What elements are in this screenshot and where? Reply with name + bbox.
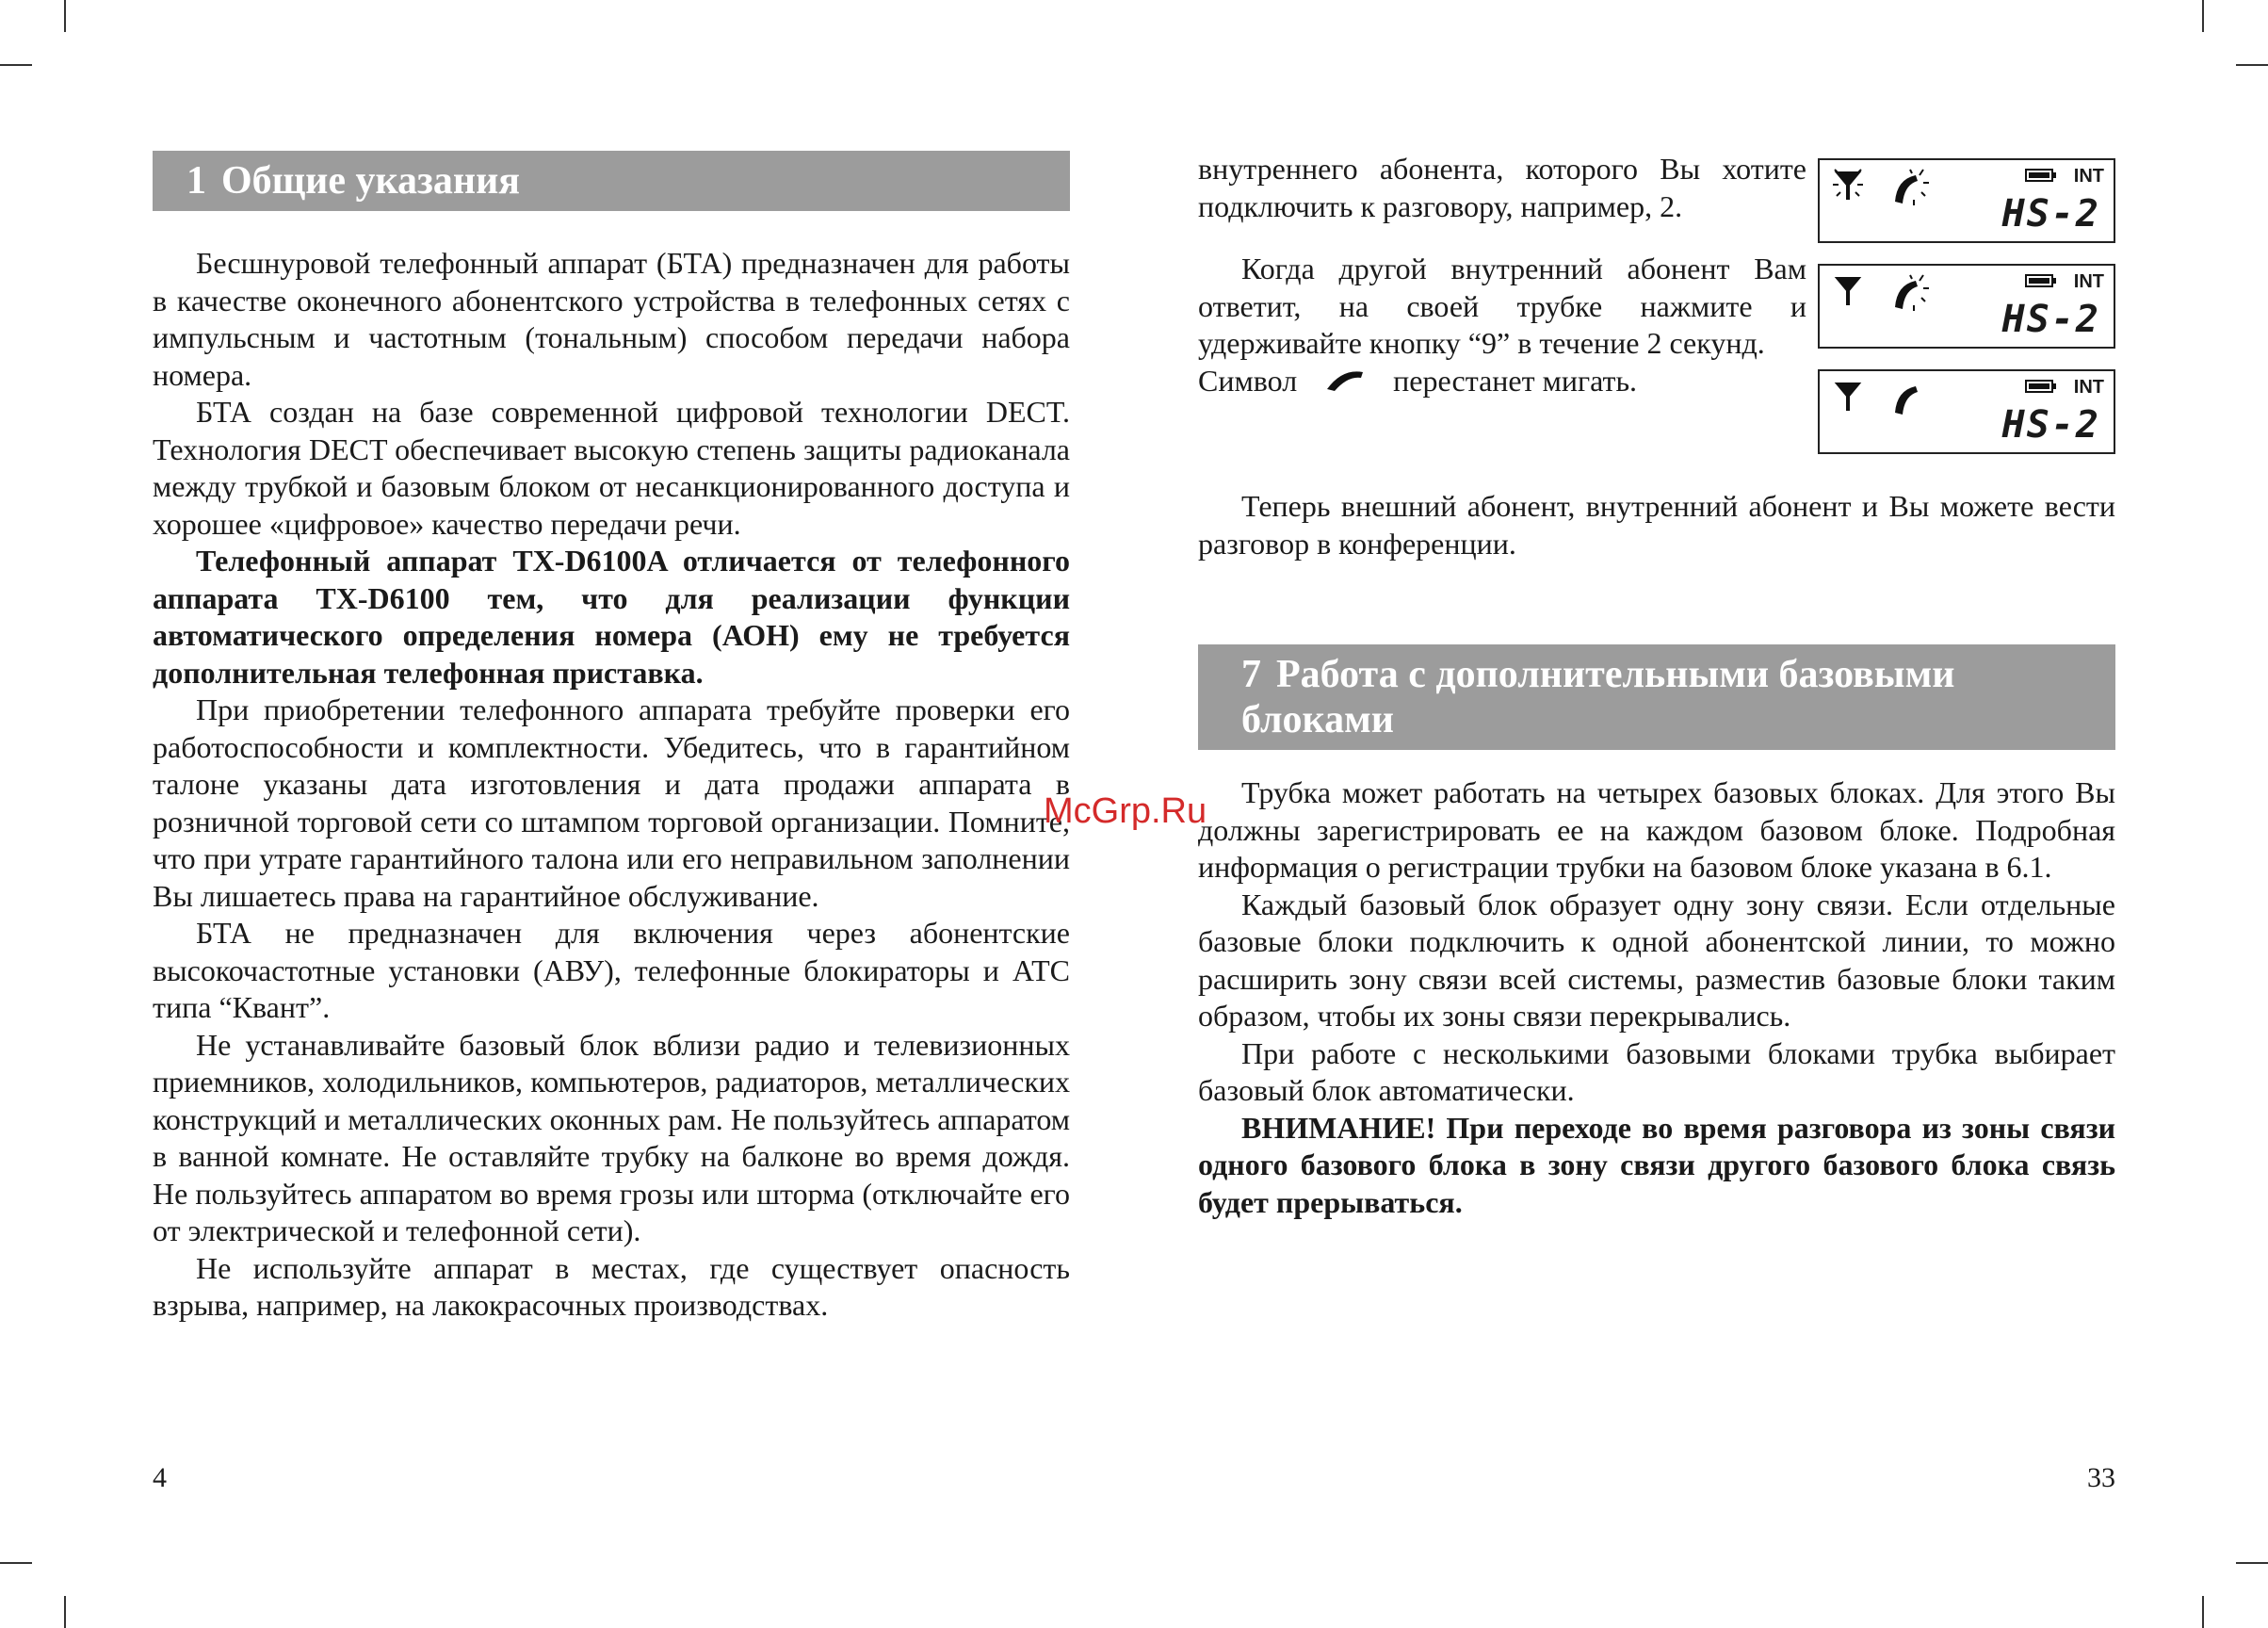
handset-label: HS-2 xyxy=(2001,403,2100,447)
section-title: Общие указания xyxy=(221,159,521,203)
paragraph: Трубка может работать на четырех базовых блоках. Для этого Вы должны зарегистрировать ее на каждом базовом блоке. Подробная информация о регистрации трубки на базовом блоке указана в 6.1. xyxy=(1198,775,2115,884)
int-label: INT xyxy=(2073,166,2104,187)
section-number: 1 xyxy=(186,159,206,203)
battery-icon xyxy=(2025,273,2057,288)
crop-mark xyxy=(2236,64,2268,66)
int-label: INT xyxy=(2073,377,2104,398)
right-body xyxy=(1198,774,2115,1221)
crop-mark xyxy=(0,1562,32,1564)
battery-icon xyxy=(2025,379,2057,394)
page-number-left: 4 xyxy=(153,1462,167,1493)
paragraph-bold: Телефонный аппарат TX-D6100A отличается от телефонного аппарата TX-D6100 тем, что для реализации функции автоматического определения номера (АОН) ему не требуется дополнительная телефонная приставка. xyxy=(153,544,1070,690)
int-label: INT xyxy=(2073,271,2104,292)
section-number: 7 xyxy=(1241,653,1261,696)
page-number-right: 33 xyxy=(2087,1462,2115,1493)
paragraph: Каждый базовый блок образует одну зону связи. Если отдельные базовые блоки подключить к одной абонентской линии, то можно расширить зону связи всей системы, разместив базовые блоки таким образом, чтобы их зоны связи перекрывались. xyxy=(1198,887,2115,1033)
antenna-icon xyxy=(1831,273,1878,311)
section-title: Работа с дополнительными базовыми блоками xyxy=(1241,653,1955,741)
paragraph: Не устанавливайте базовый блок вблизи радио и телевизионных приемников, холодильников, компьютеров, радиаторов, металлических конструкций и металлических оконных рам. Не пользуйтесь аппаратом в ванной комнате. Не оставляйте трубку на балконе во время дождя. Не пользуйтесь аппаратом во время грозы или шторма (отключайте его от электрической и телефонной сети). xyxy=(153,1027,1070,1247)
paragraph: При приобретении телефонного аппарата требуйте проверки его работоспособности и комплектности. Убедитесь, что в гарантийном талоне указаны дата изготовления и дата продажи аппарата в розничной торговой сети со штампом торговой организации. Помните, что при утрате гарантийного талона или его неправильном заполнении Вы лишаетесь права на гарантийное обслуживание. xyxy=(153,692,1070,913)
warning-paragraph: ВНИМАНИЕ! При переходе во время разговора из зоны связи одного базового блока в зону связи другого базового блока связь будет прерываться. xyxy=(1198,1110,2115,1219)
crop-mark xyxy=(2202,0,2204,32)
handset-label: HS-2 xyxy=(2001,192,2100,236)
paragraph: Бесшнуровой телефонный аппарат (БТА) предназначен для работы в качестве оконечного абонентского устройства в телефонных сетях с импульсным и частотным (тональным) способом передачи набора номера. xyxy=(153,246,1070,392)
handset-icon xyxy=(1882,379,1938,420)
paragraph: БТА создан на базе современной цифровой технологии DECT. Технология DECT обеспечивает высокую степень защиты радиоканала между трубкой и базовым блоком от несанкционированного доступа и хорошее «цифровое» качество передачи речи. xyxy=(153,395,1070,541)
handset-blinking-icon xyxy=(1882,273,1938,315)
left-page xyxy=(153,151,1070,1325)
lcd-display-3 xyxy=(1818,369,2115,454)
phone-icon xyxy=(1323,365,1367,402)
antenna-blinking-icon xyxy=(1831,168,1878,205)
intro-text-block xyxy=(1198,151,1806,225)
crop-mark xyxy=(64,1596,66,1628)
paragraph: Когда другой внутренний абонент Вам ответит, на своей трубке нажмите и удерживайте кнопку “9” в течение 2 секунд. xyxy=(1198,252,1806,360)
paragraph: внутреннего абонента, которого Вы хотите подключить к разговору, например, 2. xyxy=(1198,152,1806,223)
crop-mark xyxy=(2202,1596,2204,1628)
handset-blinking-icon xyxy=(1882,168,1938,209)
crop-mark xyxy=(64,0,66,32)
symbol-prefix: Символ xyxy=(1198,363,1298,398)
paragraph: Не используйте аппарат в местах, где существует опасность взрыва, например, на лакокрасочных производствах. xyxy=(153,1250,1070,1322)
section-7 xyxy=(1198,644,2115,1221)
conference-text-block xyxy=(1198,488,2115,562)
paragraph: При работе с несколькими базовыми блоками трубка выбирает базовый блок автоматически. xyxy=(1198,1035,2115,1107)
symbol-suffix: перестанет мигать. xyxy=(1393,363,1638,398)
crop-mark xyxy=(0,64,32,66)
battery-icon xyxy=(2025,168,2057,183)
section-7-heading xyxy=(1198,644,2115,750)
paragraph: БТА не предназначен для включения через абонентские высокочастотные установки (АВУ), телефонные блокираторы и АТС типа “Квант”. xyxy=(153,916,1070,1024)
watermark: McGrp.Ru xyxy=(1044,791,1207,831)
left-body xyxy=(153,245,1070,1325)
section-1-heading xyxy=(153,151,1070,211)
lcd-display-2 xyxy=(1818,264,2115,349)
paragraph: Теперь внешний абонент, внутренний абонент и Вы можете вести разговор в конференции. xyxy=(1198,489,2115,561)
answer-text-block xyxy=(1198,251,1806,402)
lcd-display-1 xyxy=(1818,158,2115,243)
antenna-icon xyxy=(1831,379,1878,416)
crop-mark xyxy=(2236,1562,2268,1564)
handset-label: HS-2 xyxy=(2001,298,2100,341)
symbol-line xyxy=(1198,363,1806,402)
